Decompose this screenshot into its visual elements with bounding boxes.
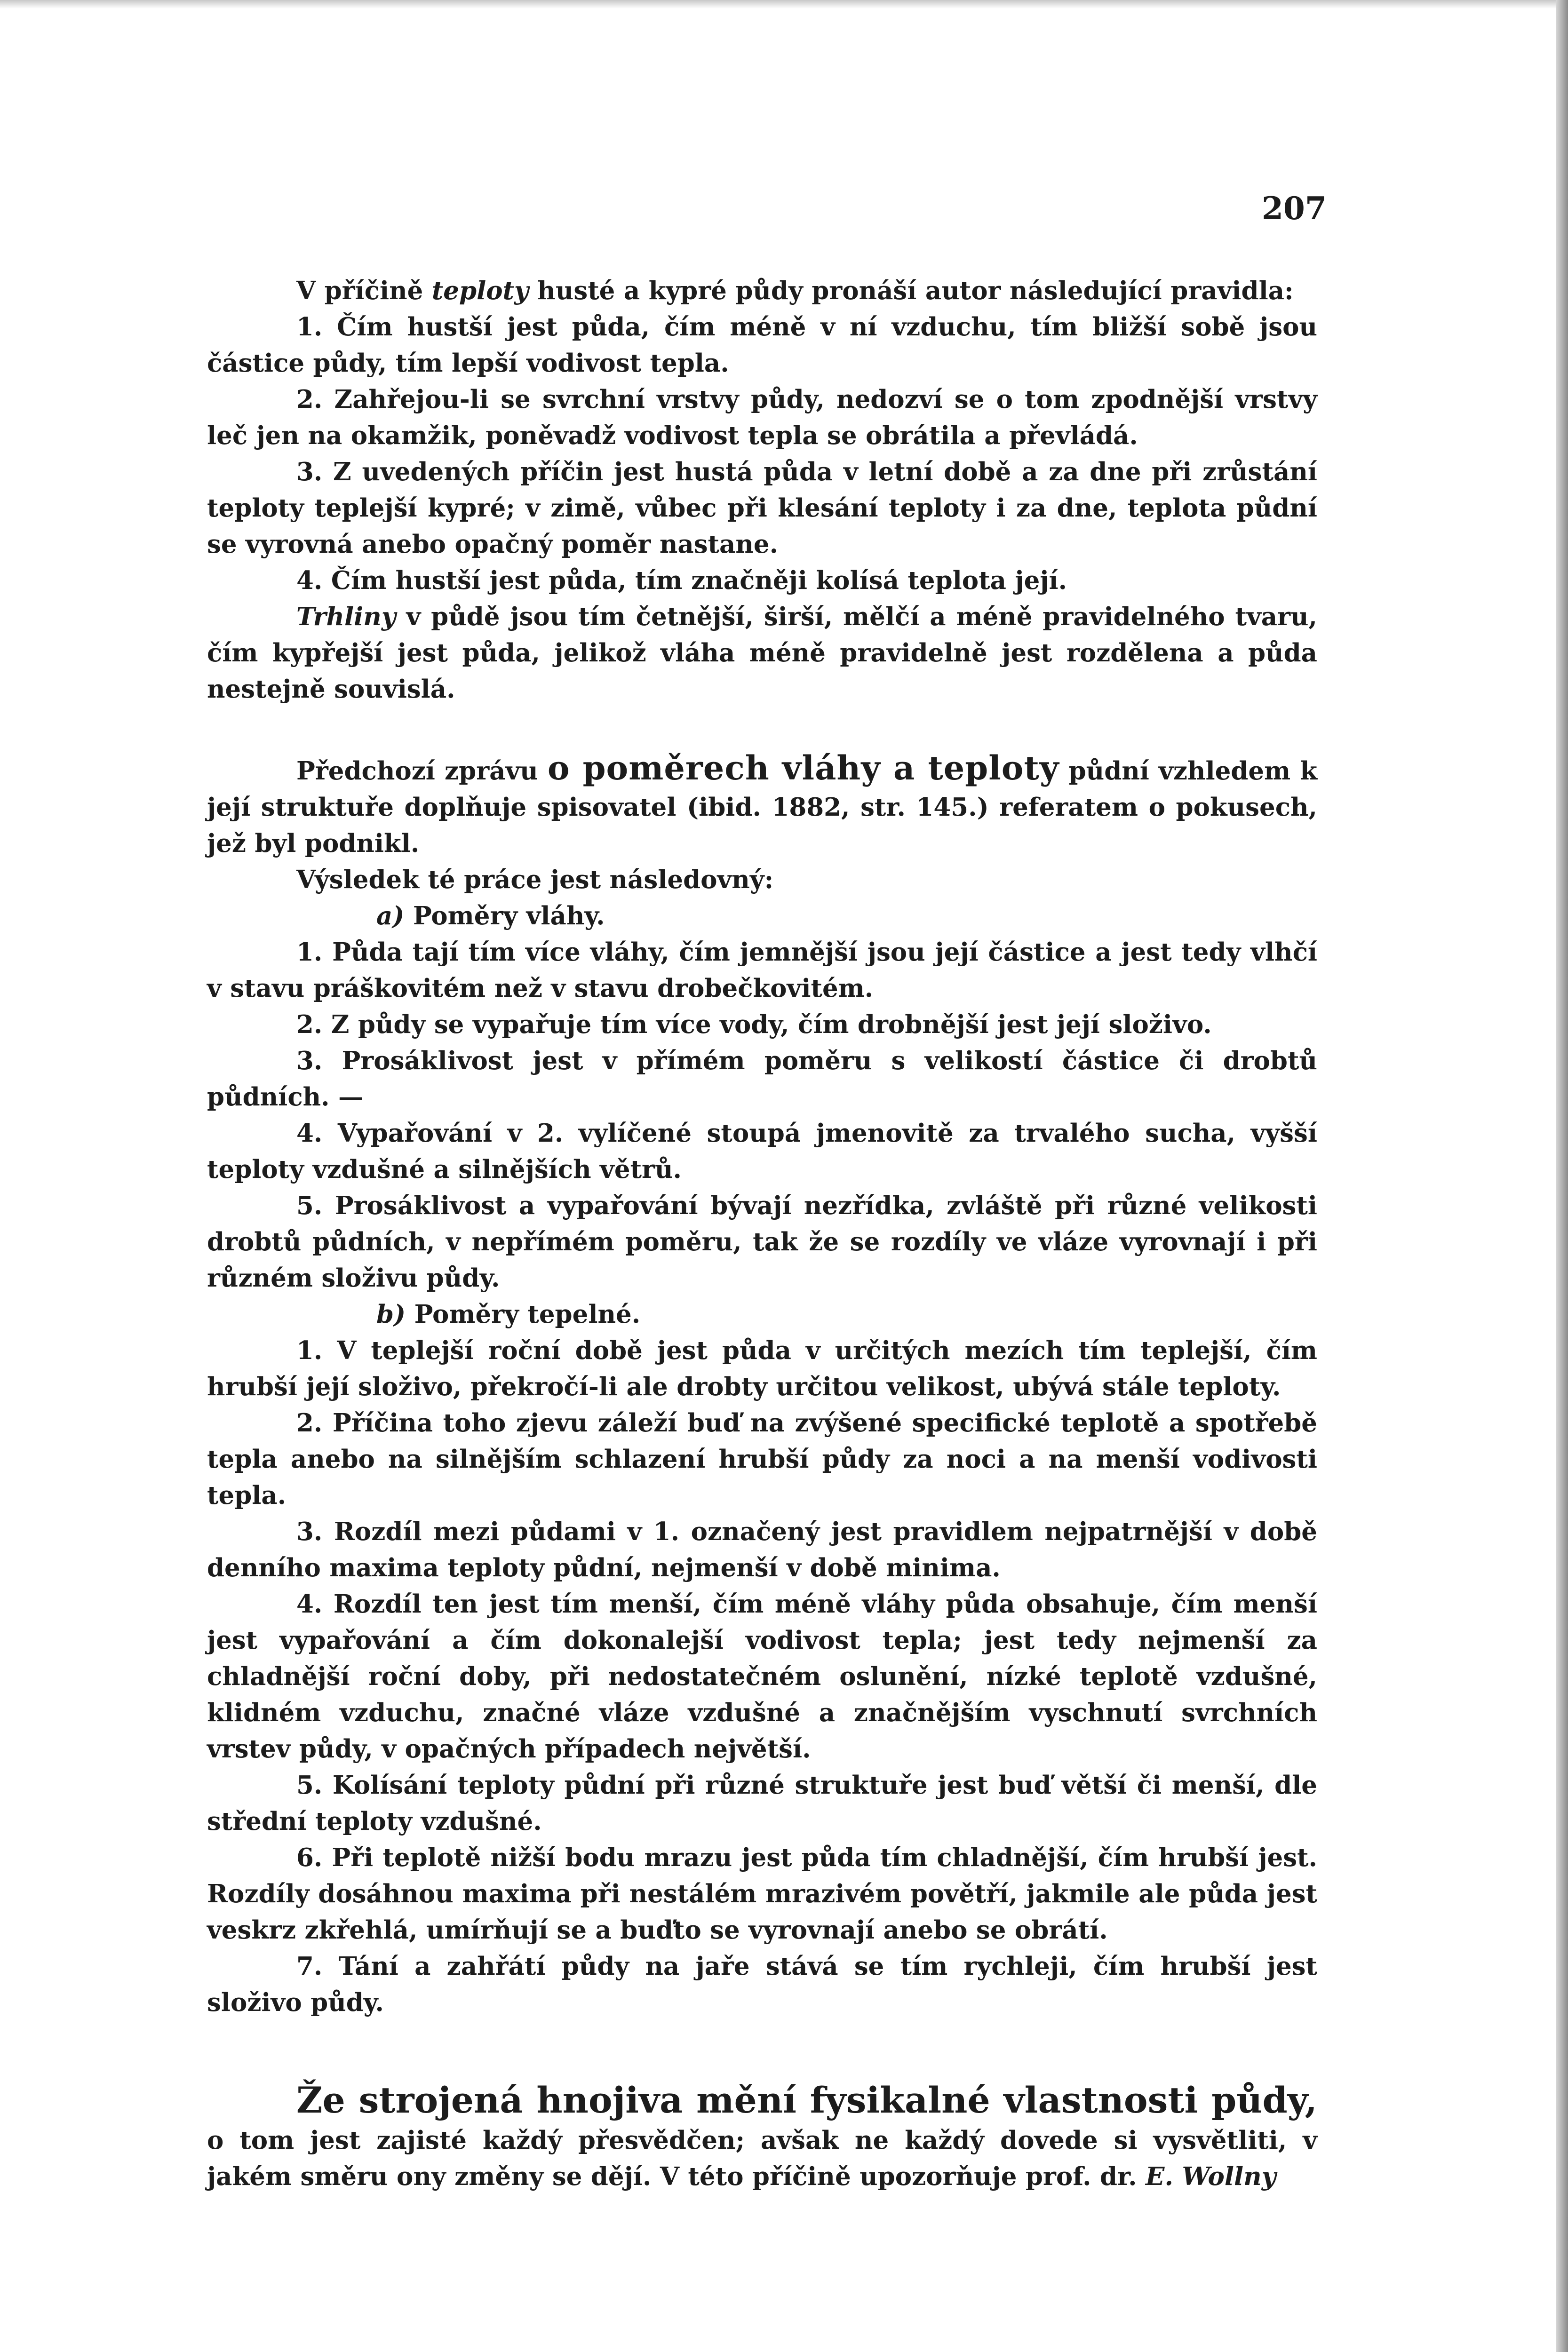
thermal-item: 1. V teplejší roční době jest půda v určitých mezích tím teplejší, čím hrubší její složivo, překročí-li ale drobty určitou velikost, ubývá stále teploty. (207, 1336, 1317, 1401)
rule-item: 3. Z uvedených příčin jest hustá půda v letní době a za dne při zrůstání teploty teplejší kypré; v zimě, vůbec při klesání teploty i za dne, teplota půdní se vyrovná anebo opačný poměr nastane. (207, 457, 1317, 559)
author-name: E. Wollny (1146, 2162, 1276, 2191)
moisture-item: 3. Prosáklivost jest v přímém poměru s velikostí částice či drobtů půdních. — (207, 1046, 1317, 1112)
page-number: 207 (1262, 190, 1327, 227)
moisture-item: 5. Prosáklivost a vypařování bývají nezřídka, zvláště při různé velikosti drobtů půdních, v nepřímém poměru, tak že se rozdíly ve vláze vyrovnají i při různém složivu půdy. (207, 1191, 1317, 1293)
cracks-paragraph: Trhliny v půdě jsou tím četnější, širší, mělčí a méně pravidelného tvaru, čím kypřejší jest půda, jelikož vláha méně pravidelně jest rozdělena a půda nestejně souvislá. (207, 602, 1317, 704)
thermal-item: 5. Kolísání teploty půdní při různé struktuře jest buď větší či menší, dle střední teploty vzdušné. (207, 1771, 1317, 1836)
emphasis-teploty: teploty (431, 276, 529, 305)
moisture-item: 2. Z půdy se vypařuje tím více vody, čím drobnější jest její složivo. (296, 1010, 1212, 1039)
thermal-item: 3. Rozdíl mezi půdami v 1. označený jest pravidlem nejpatrnější v době denního maxima teploty půdní, nejmenší v době minima. (207, 1517, 1317, 1582)
rules-intro: V příčině teploty husté a kypré půdy pronáší autor následující pravidla: (296, 276, 1294, 305)
result-intro: Výsledek té práce jest následovný: (296, 865, 774, 894)
thermal-item: 7. Tání a zahřátí půdy na jaře stává se tím rychleji, čím hrubší jest složivo půdy. (207, 1952, 1317, 2017)
report-paragraph: Předchozí zprávu o poměrech vláhy a teploty půdní vzhledem k její struktuře doplňuje spisovatel (ibid. 1882, str. 145.) referatem o pokusech, jež byl podnikl. (207, 748, 1317, 858)
section-a-title: a) Poměry vláhy. (376, 901, 605, 930)
thermal-item: 4. Rozdíl ten jest tím menší, čím méně vláhy půda obsahuje, čím menší jest vypařování a čím dokonalejší vodivost tepla; jest tedy nejmenší za chladnější roční doby, při nedostatečném oslunění, nízké teplotě vzdušné, klidném vzduchu, značné vláze vzdušné a značnějším vyschnutí svrchních vrstev půdy, v opačných případech největší. (207, 1589, 1317, 1764)
moisture-item: 4. Vypařování v 2. vylíčené stoupá jmenovitě za trvalého sucha, vyšší teploty vzdušné a silnějších větrů. (207, 1119, 1317, 1184)
section-heading-fertilizers: Že strojená hnojiva mění fysikalné vlastnosti půdy, (296, 2079, 1317, 2121)
moisture-item: 1. Půda tají tím více vláhy, čím jemnější jsou její částice a jest tedy vlhčí v stavu práškovitém než v stavu drobečkovitém. (207, 938, 1317, 1003)
thermal-item: 6. Při teplotě nižší bodu mrazu jest půda tím chladnější, čím hrubší jest. Rozdíly dosáhnou maxima při nestálém mrazivém povětří, jakmile ale půda jest veskrz zkřehlá, umírňují se a buďto se vyrovnají anebo se obrátí. (207, 1843, 1317, 1945)
section-heading-moisture-temperature: o poměrech vláhy a teploty (547, 748, 1059, 787)
rule-item: 4. Čím hustší jest půda, tím značněji kolísá teplota její. (296, 566, 1067, 595)
rule-item: 1. Čím hustší jest půda, čím méně v ní vzduchu, tím bližší sobě jsou částice půdy, tím lepší vodivost tepla. (207, 312, 1317, 378)
thermal-item: 2. Příčina toho zjevu záleží buď na zvýšené specifické teplotě a spotřebě tepla anebo na silnějším schlazení hrubší půdy za noci a na menší vodivosti tepla. (207, 1408, 1317, 1510)
scan-top-shadow (0, 0, 1568, 8)
emphasis-trhliny: Trhliny (296, 602, 396, 631)
rule-item: 2. Zahřejou-li se svrchní vrstvy půdy, nedozví se o tom zpodnější vrstvy leč jen na okamžik, poněvadž vodivost tepla se obrátila a převládá. (207, 385, 1317, 450)
section-b-title: b) Poměry tepelné. (376, 1300, 641, 1329)
fertilizers-paragraph: Že strojená hnojiva mění fysikalné vlastnosti půdy, o tom jest zajisté každý přesvědčen; avšak ne každý dovede si vysvětliti, v jakém směru ony změny se dějí. V této příčině upozorňuje prof. dr. E. Wollny (207, 2079, 1317, 2191)
scan-right-edge (1556, 0, 1568, 2352)
page-body (207, 273, 1317, 2195)
